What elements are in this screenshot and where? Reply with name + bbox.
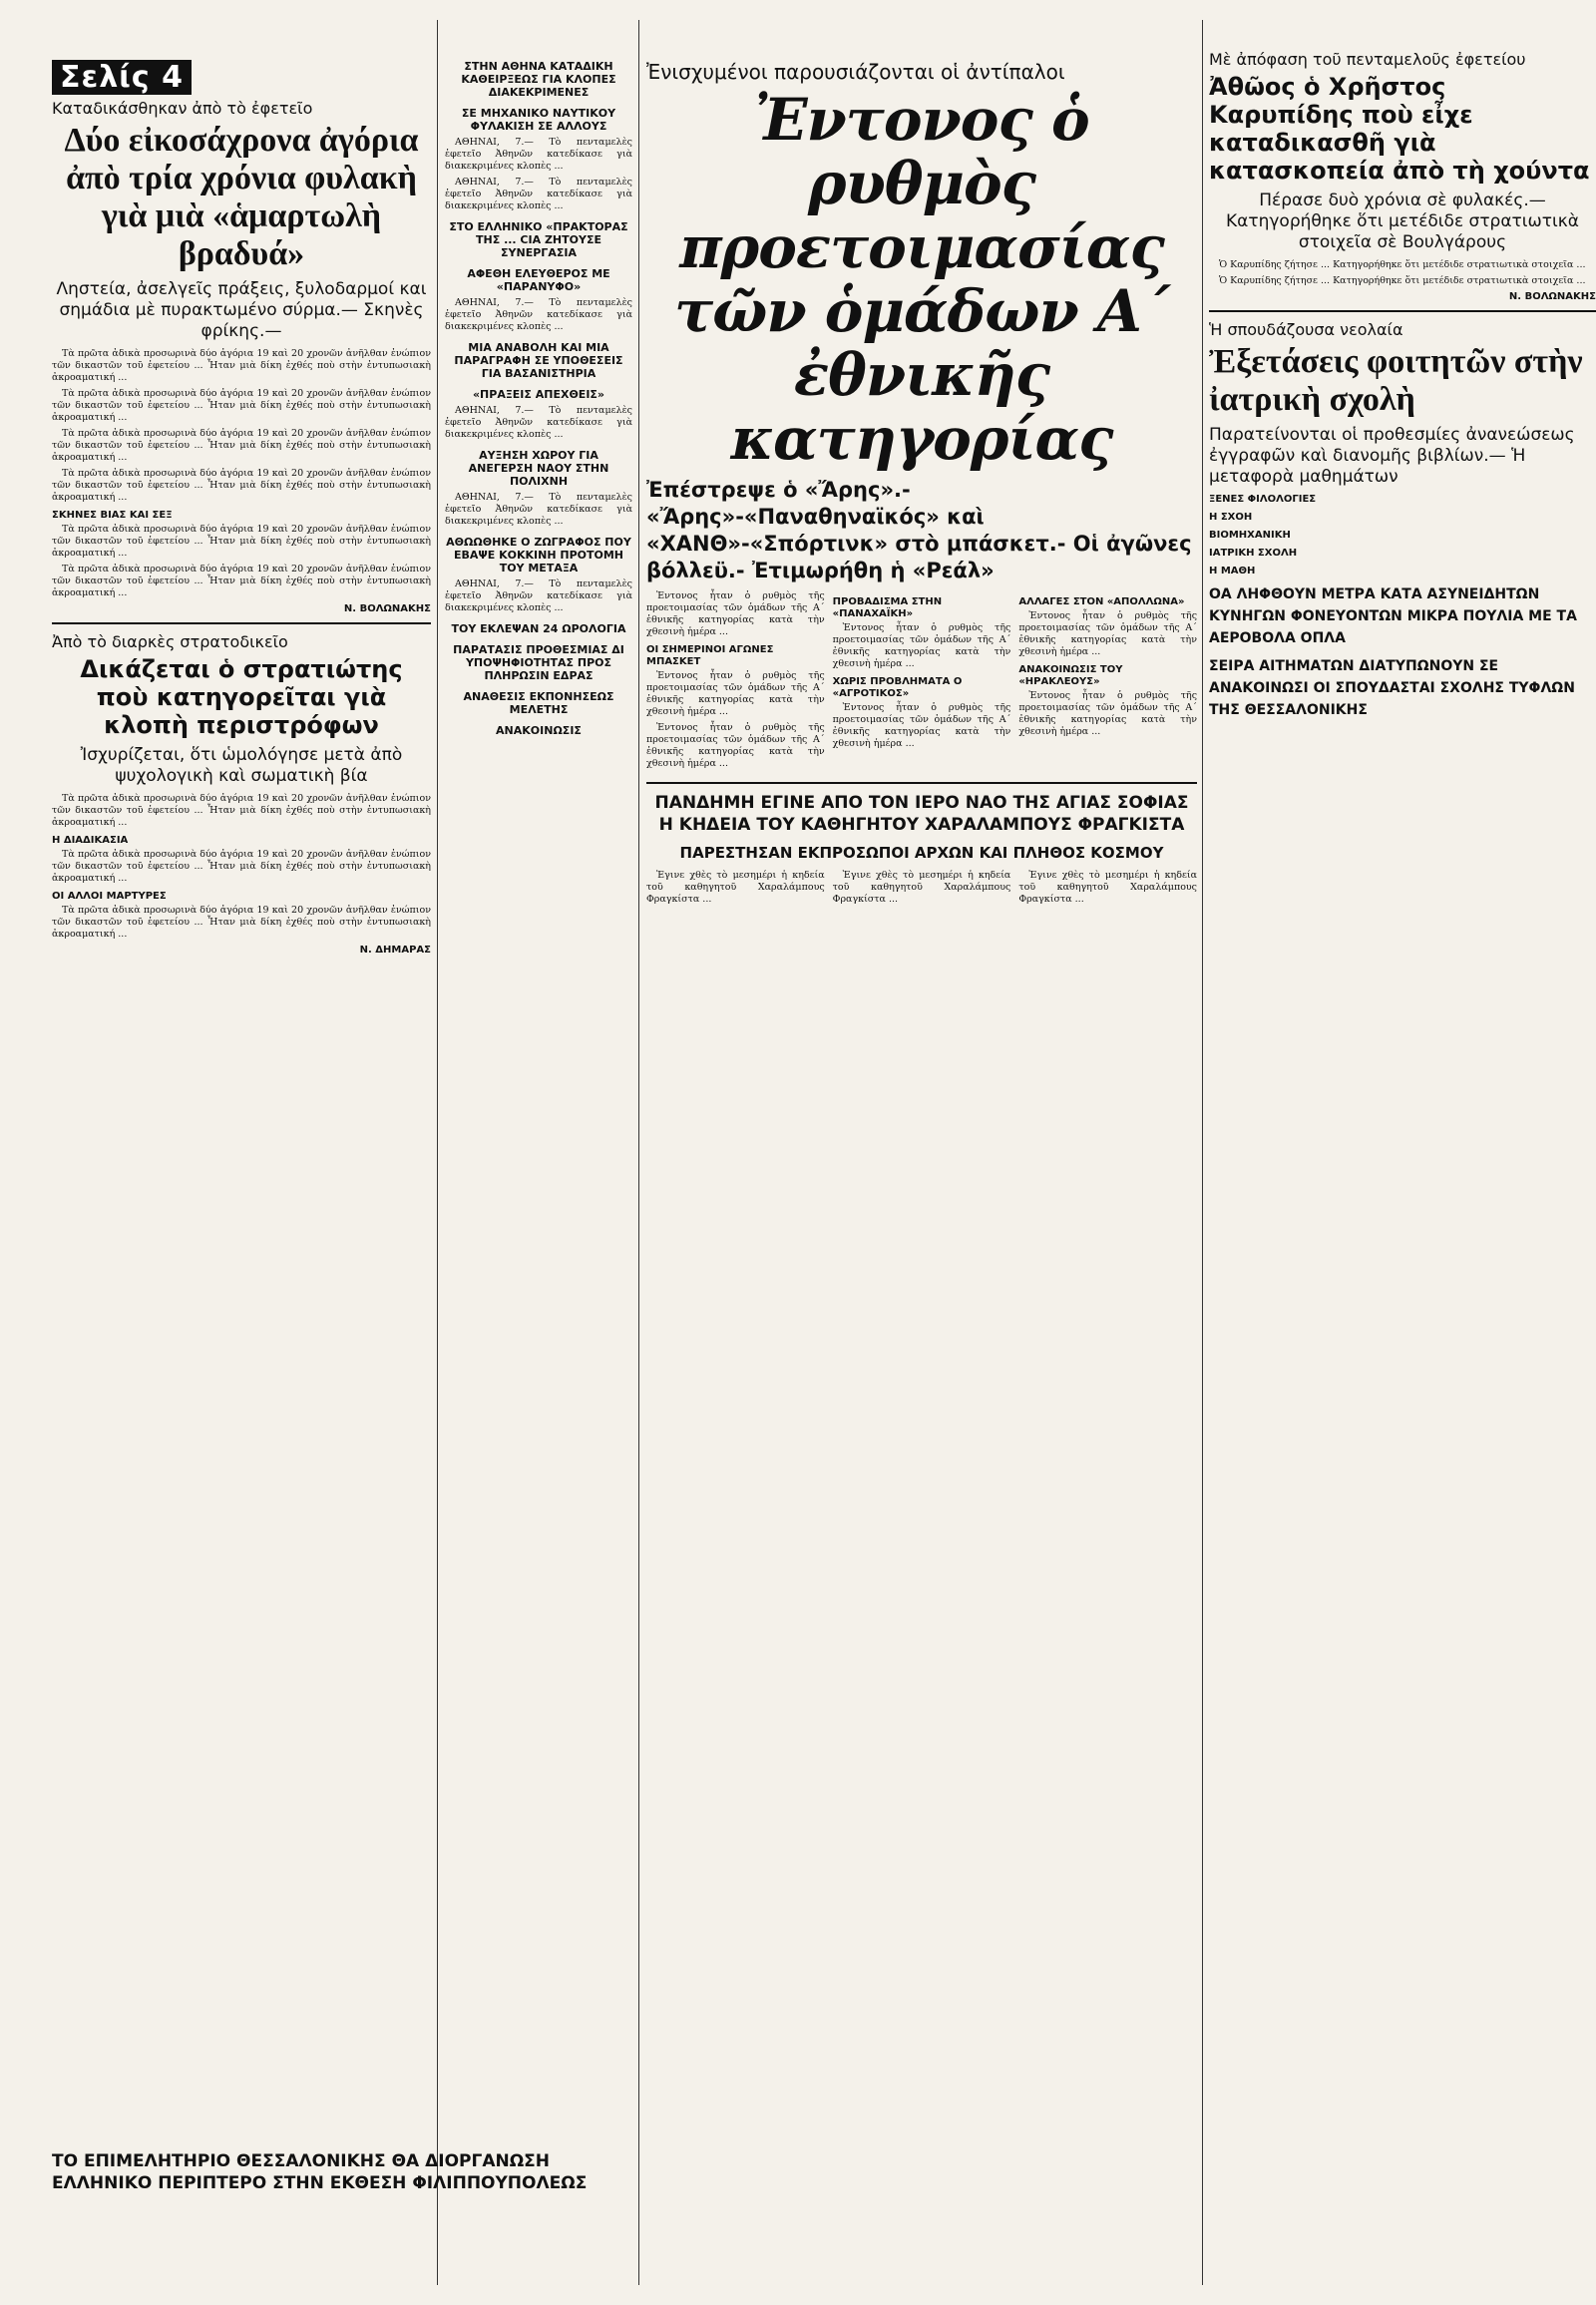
subheading: ΧΩΡΙΣ ΠΡΟΒΛΗΜΑΤΑ Ο «ΑΓΡΟΤΙΚΟΣ»: [832, 676, 963, 699]
article-kicker: Ἀπὸ τὸ διαρκὲς στρατοδικεῖο: [52, 632, 288, 651]
brief-headline: ΣΤΟ ΕΛΛΗΝΙΚΟ «ΠΡΑΚΤΟΡΑΣ ΤΗΣ ... CIA ΖΗΤΟΥΣΕ ΣΥΝΕΡΓΑΣΙΑ: [449, 220, 628, 259]
article-body: Τὰ πρῶτα ἀδικὰ προσωρινὰ δύο ἀγόρια 19 καὶ 20 χρονῶν ἀνῆλθαν ἐνώπιον τῶν δικαστῶν τοῦ ἐφετείου ... Ἦταν μιὰ δίκη ἐχθές ποὺ στὴν ἐντυπωσιακὴ ἀκροαματική ...: [52, 793, 431, 828]
article-headline: ΣΕΙΡΑ ΑΙΤΗΜΑΤΩΝ ΔΙΑΤΥΠΩΝΟΥΝ ΣΕ ΑΝΑΚΟΙΝΩΣΙ ΟΙ ΣΠΟΥΔΑΣΤΑΙ ΣΧΟΛΗΣ ΤΥΦΛΩΝ ΤΗΣ ΘΕΣΣΑΛΟΝΙΚΗΣ: [1209, 658, 1575, 718]
article-body: Τὰ πρῶτα ἀδικὰ προσωρινὰ δύο ἀγόρια 19 καὶ 20 χρονῶν ἀνῆλθαν ἐνώπιον τῶν δικαστῶν τοῦ ἐφετείου ... Ἦταν μιὰ δίκη ἐχθές ποὺ στὴν ἐντυπωσιακὴ ἀκροαματική ...: [52, 348, 431, 383]
divider: [646, 782, 1197, 784]
brief-headline: ΑΘΩΩΘΗΚΕ Ο ΖΩΓΡΑΦΟΣ ΠΟΥ ΕΒΑΨΕ ΚΟΚΚΙΝΗ ΠΡΟΤΟΜΗ ΤΟΥ ΜΕΤΑΞΑ: [446, 536, 631, 575]
byline: Ν. ΒΟΛΩΝΑΚΗΣ: [343, 603, 431, 614]
article-headline: ΠΑΝΔΗΜΗ ΕΓΙΝΕ ΑΠΟ ΤΟΝ ΙΕΡΟ ΝΑΟ ΤΗΣ ΑΓΙΑΣ ΣΟΦΙΑΣ Η ΚΗΔΕΙΑ ΤΟΥ ΚΑΘΗΓΗΤΟΥ ΧΑΡΑΛΑΜΠΟΥΣ ΦΡΑΓΚΙΣΤΑ: [654, 793, 1189, 835]
article-body: Ἐντονος ἦταν ὁ ρυθμὸς τῆς προετοιμασίας τῶν ὁμάδων τῆς Α΄ ἐθνικῆς κατηγορίας κατὰ τὴν χθεσινὴ ἡμέρα ...: [832, 702, 1011, 749]
byline: Ν. ΔΗΜΑΡΑΣ: [359, 945, 431, 956]
subheading: ΟΙ ΣΗΜΕΡΙΝΟΙ ΑΓΩΝΕΣ ΜΠΑΣΚΕΤ: [646, 644, 774, 667]
sports-columns: [646, 590, 1197, 774]
article-body: Ἐντονος ἦταν ὁ ρυθμὸς τῆς προετοιμασίας τῶν ὁμάδων τῆς Α΄ ἐθνικῆς κατηγορίας κατὰ τὴν χθεσινὴ ἡμέρα ...: [1018, 610, 1197, 657]
brief-body: ΑΘΗΝΑΙ, 7.— Τὸ πενταμελὲς ἐφετεῖο Ἀθηνῶν κατεδίκασε γιὰ διακεκριμένες κλοπὲς ...: [445, 492, 632, 527]
subheading: ΠΡΟΒΑΔΙΣΜΑ ΣΤΗΝ «ΠΑΝΑΧΑΪΚΗ»: [832, 596, 943, 619]
article-deck: ΠΑΡΕΣΤΗΣΑΝ ΕΚΠΡΟΣΩΠΟΙ ΑΡΧΩΝ ΚΑΙ ΠΛΗΘΟΣ ΚΟΣΜΟΥ: [679, 844, 1164, 862]
column-rule: [437, 20, 438, 2285]
article-body: Ὁ Καρυπίδης ζήτησε ... Κατηγορήθηκε ὅτι μετέδιδε στρατιωτικὰ στοιχεῖα ...: [1219, 259, 1586, 270]
brief-headline: ΜΙΑ ΑΝΑΒΟΛΗ ΚΑΙ ΜΙΑ ΠΑΡΑΓΡΑΦΗ ΣΕ ΥΠΟΘΕΣΕΙΣ ΓΙΑ ΒΑΣΑΝΙΣΤΗΡΙΑ: [454, 341, 623, 380]
article-body: Ἐγινε χθὲς τὸ μεσημέρι ἡ κηδεία τοῦ καθηγητοῦ Χαραλάμπους Φραγκίστα ...: [1018, 870, 1197, 905]
brief-body: ΑΘΗΝΑΙ, 7.— Τὸ πενταμελὲς ἐφετεῖο Ἀθηνῶν κατεδίκασε γιὰ διακεκριμένες κλοπὲς ...: [445, 405, 632, 440]
article-body: Ἐντονος ἦταν ὁ ρυθμὸς τῆς προετοιμασίας τῶν ὁμάδων τῆς Α΄ ἐθνικῆς κατηγορίας κατὰ τὴν χθεσινὴ ἡμέρα ...: [646, 670, 825, 717]
subheading: ΑΛΛΑΓΕΣ ΣΤΟΝ «ΑΠΟΛΛΩΝΑ»: [1018, 596, 1185, 607]
brief-headline: ΑΝΑΚΟΙΝΩΣΙΣ: [496, 724, 582, 737]
subheading: ΞΕΝΕΣ ΦΙΛΟΛΟΓΙΕΣ: [1209, 494, 1317, 505]
brief-subheadline: ΑΦΕΘΗ ΕΛΕΥΘΕΡΟΣ ΜΕ «ΠΑΡΑΝΥΦΟ»: [467, 267, 610, 293]
article-body: Ἐγινε χθὲς τὸ μεσημέρι ἡ κηδεία τοῦ καθηγητοῦ Χαραλάμπους Φραγκίστα ...: [646, 870, 825, 905]
article-headline: ΟΑ ΛΗΦΘΟΥΝ ΜΕΤΡΑ ΚΑΤΑ ΑΣΥΝΕΙΔΗΤΩΝ ΚΥΝΗΓΩΝ ΦΟΝΕΥΟΝΤΩΝ ΜΙΚΡΑ ΠΟΥΛΙΑ ΜΕ ΤΑ ΑΕΡΟΒΟΛΑ ΟΠΛΑ: [1209, 586, 1577, 646]
byline: Ν. ΒΟΛΩΝΑΚΗΣ: [1508, 291, 1596, 302]
sports-column: [646, 590, 825, 774]
article-kicker: Ἐνισχυμένοι παρουσιάζονται οἱ ἀντίπαλοι: [646, 60, 1065, 84]
article-headline: Ἐξετάσεις φοιτητῶν στὴν ἰατρικὴ σχολὴ: [1209, 343, 1583, 418]
article-body: Τὰ πρῶτα ἀδικὰ προσωρινὰ δύο ἀγόρια 19 καὶ 20 χρονῶν ἀνῆλθαν ἐνώπιον τῶν δικαστῶν τοῦ ἐφετείου ... Ἦταν μιὰ δίκη ἐχθές ποὺ στὴν ἐντυπωσιακὴ ἀκροαματική ...: [52, 905, 431, 940]
brief-headline: ΤΟΥ ΕΚΛΕΨΑΝ 24 ΩΡΟΛΟΓΙΑ: [451, 622, 626, 635]
article-headline: Ἀθῶος ὁ Χρῆστος Καρυπίδης ποὺ εἶχε καταδικασθῆ γιὰ κατασκοπεία ἀπὸ τὴ χούντα: [1209, 73, 1590, 185]
brief-headline: ΑΥΞΗΣΗ ΧΩΡΟΥ ΓΙΑ ΑΝΕΓΕΡΣΗ ΝΑΟΥ ΣΤΗΝ ΠΟΛΙΧΝΗ: [468, 449, 609, 488]
briefs-column: [445, 0, 632, 2305]
sports-column: [833, 590, 1011, 774]
article-body: Ἐγινε χθὲς τὸ μεσημέρι ἡ κηδεία τοῦ καθηγητοῦ Χαραλάμπους Φραγκίστα ...: [832, 870, 1011, 905]
subheading: Η ΣΧΟΗ: [1209, 512, 1253, 523]
article-deck: Ἰσχυρίζεται, ὅτι ὡμολόγησε μετὰ ἀπὸ ψυχολογικὴ καὶ σωματικὴ βία: [80, 745, 403, 786]
section-badge: Σελίς 4: [52, 60, 192, 95]
brief-headline: ΑΝΑΘΕΣΙΣ ΕΚΠΟΝΗΣΕΩΣ ΜΕΛΕΤΗΣ: [463, 690, 614, 716]
sports-column: [1018, 590, 1197, 774]
sports-section: [646, 0, 1197, 2305]
brief-headline: ΠΑΡΑΤΑΣΙΣ ΠΡΟΘΕΣΜΙΑΣ ΔΙ ΥΠΟΨΗΦΙΟΤΗΤΑΣ ΠΡΟΣ ΠΛΗΡΩΣΙΝ ΕΔΡΑΣ: [453, 643, 624, 682]
divider: [52, 622, 431, 624]
article-kicker: Ἡ σπουδάζουσα νεολαία: [1209, 320, 1403, 339]
left-column: [52, 0, 431, 2305]
subheading: Η ΜΑΘΗ: [1209, 566, 1256, 576]
subheading: ΑΝΑΚΟΙΝΩΣΙΣ ΤΟΥ «ΗΡΑΚΛΕΟΥΣ»: [1018, 664, 1123, 687]
article-body: Ὁ Καρυπίδης ζήτησε ... Κατηγορήθηκε ὅτι μετέδιδε στρατιωτικὰ στοιχεῖα ...: [1219, 275, 1586, 286]
column-rule: [638, 20, 639, 2285]
article-kicker: Καταδικάσθηκαν ἀπὸ τὸ ἐφετεῖο: [52, 99, 313, 118]
subheading: ΒΙΟΜΗΧΑΝΙΚΗ: [1209, 530, 1291, 541]
funeral-columns: [646, 870, 1197, 910]
article-headline: Δύο εἰκοσάχρονα ἀγόρια ἀπὸ τρία χρόνια φυλακὴ γιὰ μιὰ «ἁμαρτωλὴ βραδυά»: [64, 122, 419, 272]
bottom-left-article: [52, 2144, 630, 2200]
right-column: [1209, 0, 1596, 2305]
divider: [1209, 310, 1596, 312]
article-body: Τὰ πρῶτα ἀδικὰ προσωρινὰ δύο ἀγόρια 19 καὶ 20 χρονῶν ἀνῆλθαν ἐνώπιον τῶν δικαστῶν τοῦ ἐφετείου ... Ἦταν μιὰ δίκη ἐχθές ποὺ στὴν ἐντυπωσιακὴ ἀκροαματική ...: [52, 564, 431, 598]
article-body: Τὰ πρῶτα ἀδικὰ προσωρινὰ δύο ἀγόρια 19 καὶ 20 χρονῶν ἀνῆλθαν ἐνώπιον τῶν δικαστῶν τοῦ ἐφετείου ... Ἦταν μιὰ δίκη ἐχθές ποὺ στὴν ἐντυπωσιακὴ ἀκροαματική ...: [52, 428, 431, 463]
article-body: Τὰ πρῶτα ἀδικὰ προσωρινὰ δύο ἀγόρια 19 καὶ 20 χρονῶν ἀνῆλθαν ἐνώπιον τῶν δικαστῶν τοῦ ἐφετείου ... Ἦταν μιὰ δίκη ἐχθές ποὺ στὴν ἐντυπωσιακὴ ἀκροαματική ...: [52, 524, 431, 559]
column-rule: [1202, 20, 1203, 2285]
article-body: Ἐντονος ἦταν ὁ ρυθμὸς τῆς προετοιμασίας τῶν ὁμάδων τῆς Α΄ ἐθνικῆς κατηγορίας κατὰ τὴν χθεσινὴ ἡμέρα ...: [646, 722, 825, 769]
article-headline: ΤΟ ΕΠΙΜΕΛΗΤΗΡΙΟ ΘΕΣΣΑΛΟΝΙΚΗΣ ΘΑ ΔΙΟΡΓΑΝΩΣΗ ΕΛΛΗΝΙΚΟ ΠΕΡΙΠΤΕΡΟ ΣΤΗΝ ΕΚΘΕΣΗ ΦΙΛΙΠΠΟΥΠΟΛΕΩΣ: [52, 2151, 588, 2193]
article-headline: Δικάζεται ὁ στρατιώτης ποὺ κατηγορεῖται γιὰ κλοπὴ περιστρόφων: [80, 655, 403, 739]
article-body: Τὰ πρῶτα ἀδικὰ προσωρινὰ δύο ἀγόρια 19 καὶ 20 χρονῶν ἀνῆλθαν ἐνώπιον τῶν δικαστῶν τοῦ ἐφετείου ... Ἦταν μιὰ δίκη ἐχθές ποὺ στὴν ἐντυπωσιακὴ ἀκροαματική ...: [52, 849, 431, 884]
brief-headline: ΣΕ ΜΗΧΑΝΙΚΟ ΝΑΥΤΙΚΟΥ ΦΥΛΑΚΙΣΗ ΣΕ ΑΛΛΟΥΣ: [461, 107, 616, 133]
article-deck: Παρατείνονται οἱ προθεσμίες ἀνανεώσεως ἐγγραφῶν καὶ διανομῆς βιβλίων.— Ἡ μεταφορὰ μαθημάτων: [1209, 425, 1575, 487]
article-deck: Ἐπέστρεψε ὁ «Ἄρης».- «Ἄρης»-«Παναθηναϊκός» καὶ «ΧΑΝΘ»-«Σπόρτινκ» στὸ μπάσκετ.- Οἱ ἀγῶνες βόλλεϋ.- Ἐτιμωρήθη ἡ «Ρεάλ»: [646, 478, 1192, 582]
subheading: ΣΚΗΝΕΣ ΒΙΑΣ ΚΑΙ ΣΕΞ: [52, 510, 173, 521]
brief-body: ΑΘΗΝΑΙ, 7.— Τὸ πενταμελὲς ἐφετεῖο Ἀθηνῶν κατεδίκασε γιὰ διακεκριμένες κλοπὲς ...: [445, 177, 632, 211]
brief-subheadline: «ΠΡΑΞΕΙΣ ΑΠΕΧΘΕΙΣ»: [472, 388, 605, 401]
brief-headline: ΣΤΗΝ ΑΘΗΝΑ ΚΑΤΑΔΙΚΗ ΚΑΘΕΙΡΞΕΩΣ ΓΙΑ ΚΛΟΠΕΣ ΔΙΑΚΕΚΡΙΜΕΝΕΣ: [461, 60, 616, 99]
article-body: Ἐντονος ἦταν ὁ ρυθμὸς τῆς προετοιμασίας τῶν ὁμάδων τῆς Α΄ ἐθνικῆς κατηγορίας κατὰ τὴν χθεσινὴ ἡμέρα ...: [646, 590, 825, 637]
subheading: ΙΑΤΡΙΚΗ ΣΧΟΛΗ: [1209, 548, 1298, 559]
subheading: Η ΔΙΑΔΙΚΑΣΙΑ: [52, 835, 129, 846]
article-body: Ἐντονος ἦταν ὁ ρυθμὸς τῆς προετοιμασίας τῶν ὁμάδων τῆς Α΄ ἐθνικῆς κατηγορίας κατὰ τὴν χθεσινὴ ἡμέρα ...: [832, 622, 1011, 669]
article-headline: Ἐντονος ὁ ρυθμὸς προετοιμασίας τῶν ὁμάδων Α΄ ἐθνικῆς κατηγορίας: [674, 86, 1169, 473]
article-body: Τὰ πρῶτα ἀδικὰ προσωρινὰ δύο ἀγόρια 19 καὶ 20 χρονῶν ἀνῆλθαν ἐνώπιον τῶν δικαστῶν τοῦ ἐφετείου ... Ἦταν μιὰ δίκη ἐχθές ποὺ στὴν ἐντυπωσιακὴ ἀκροαματική ...: [52, 388, 431, 423]
article-body: Τὰ πρῶτα ἀδικὰ προσωρινὰ δύο ἀγόρια 19 καὶ 20 χρονῶν ἀνῆλθαν ἐνώπιον τῶν δικαστῶν τοῦ ἐφετείου ... Ἦταν μιὰ δίκη ἐχθές ποὺ στὴν ἐντυπωσιακὴ ἀκροαματική ...: [52, 468, 431, 503]
article-deck: Ληστεία, ἀσελγεῖς πράξεις, ξυλοδαρμοί και σημάδια μὲ πυρακτωμένο σύρμα.— Σκηνὲς φρίκης.—: [56, 279, 427, 341]
article-kicker: Μὲ ἀπόφαση τοῦ πενταμελοῦς ἐφετείου: [1209, 50, 1526, 69]
brief-body: ΑΘΗΝΑΙ, 7.— Τὸ πενταμελὲς ἐφετεῖο Ἀθηνῶν κατεδίκασε γιὰ διακεκριμένες κλοπὲς ...: [445, 578, 632, 613]
brief-body: ΑΘΗΝΑΙ, 7.— Τὸ πενταμελὲς ἐφετεῖο Ἀθηνῶν κατεδίκασε γιὰ διακεκριμένες κλοπὲς ...: [445, 137, 632, 172]
article-deck: Πέρασε δυὸ χρόνια σὲ φυλακές.— Κατηγορήθηκε ὅτι μετέδιδε στρατιωτικὰ στοιχεῖα σὲ Βουλγάρους: [1226, 191, 1579, 252]
article-body: Ἐντονος ἦταν ὁ ρυθμὸς τῆς προετοιμασίας τῶν ὁμάδων τῆς Α΄ ἐθνικῆς κατηγορίας κατὰ τὴν χθεσινὴ ἡμέρα ...: [1018, 690, 1197, 737]
brief-body: ΑΘΗΝΑΙ, 7.— Τὸ πενταμελὲς ἐφετεῖο Ἀθηνῶν κατεδίκασε γιὰ διακεκριμένες κλοπὲς ...: [445, 297, 632, 332]
subheading: ΟΙ ΑΛΛΟΙ ΜΑΡΤΥΡΕΣ: [52, 891, 167, 902]
